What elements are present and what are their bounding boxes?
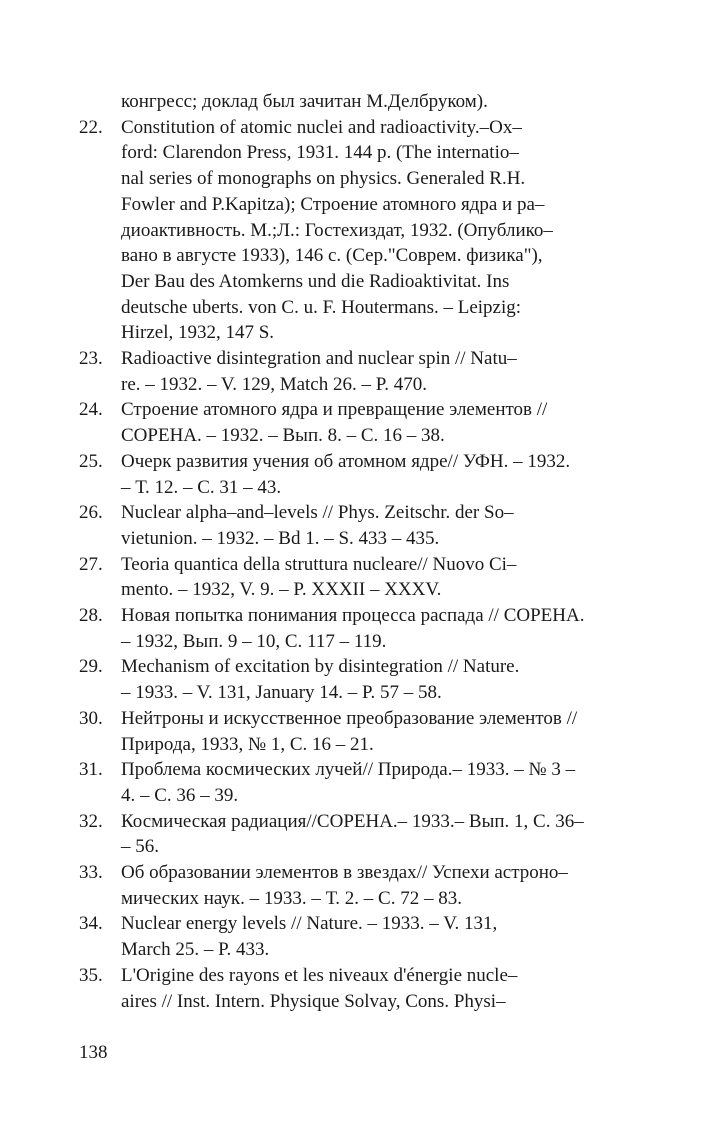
bibliography-continuation-line xyxy=(0,89,724,115)
entry-text: Teoria quantica della struttura nucleare// Nuovo Ci– xyxy=(121,554,517,575)
entry-text: mento. – 1932, V. 9. – P. XXXII – XXXV. xyxy=(121,579,442,600)
entry-text: 4. – С. 36 – 39. xyxy=(121,785,239,806)
page-number: 138 xyxy=(79,1042,108,1063)
bibliography-entry-line xyxy=(0,654,724,680)
entry-text: – 1933. – V. 131, January 14. – P. 57 – 58. xyxy=(121,682,442,703)
entry-number: 25. xyxy=(79,451,103,472)
entry-text: Космическая радиация//СОРЕНА.– 1933.– Вып. 1, С. 36– xyxy=(121,811,584,832)
entry-text: диоактивность. М.;Л.: Гостехиздат, 1932. (Опублико– xyxy=(121,220,553,241)
entry-text: nal series of monographs on physics. Generaled R.H. xyxy=(121,168,526,189)
entry-number: 31. xyxy=(79,759,103,780)
entry-text: Radioactive disintegration and nuclear spin // Natu– xyxy=(121,348,517,369)
entry-number: 34. xyxy=(79,913,103,934)
entry-text: вано в августе 1933), 146 с. (Сер."Соврем. физика"), xyxy=(121,245,543,266)
bibliography-continuation-line xyxy=(0,680,724,706)
bibliography-entry-line xyxy=(0,552,724,578)
bibliography-continuation-line xyxy=(0,834,724,860)
bibliography-continuation-line xyxy=(0,295,724,321)
bibliography-entry-line xyxy=(0,860,724,886)
entry-text: deutsche uberts. von C. u. F. Houtermans. – Leipzig: xyxy=(121,297,522,318)
bibliography-continuation-line xyxy=(0,372,724,398)
entry-number: 27. xyxy=(79,554,103,575)
entry-number: 32. xyxy=(79,811,103,832)
bibliography-continuation-line xyxy=(0,475,724,501)
entry-text: Нейтроны и искусственное преобразование элементов // xyxy=(121,708,578,729)
entry-number: 23. xyxy=(79,348,103,369)
entry-text: Проблема космических лучей// Природа.– 1933. – № 3 – xyxy=(121,759,576,780)
entry-text: aires // Inst. Intern. Physique Solvay, Cons. Physi– xyxy=(121,991,506,1012)
bibliography-entry-line xyxy=(0,706,724,732)
entry-text: Очерк развития учения об атомном ядре// УФН. – 1932. xyxy=(121,451,571,472)
entry-number: 22. xyxy=(79,117,103,138)
entry-number: 29. xyxy=(79,656,103,677)
entry-text: Новая попытка понимания процесса распада // СОРЕНА. xyxy=(121,605,585,626)
entry-text: СОРЕНА. – 1932. – Вып. 8. – С. 16 – 38. xyxy=(121,425,445,446)
entry-text: Строение атомного ядра и превращение элементов // xyxy=(121,399,548,420)
entry-number: 30. xyxy=(79,708,103,729)
bibliography-entry-line xyxy=(0,115,724,141)
bibliography-entry-line xyxy=(0,346,724,372)
bibliography-continuation-line xyxy=(0,243,724,269)
entry-text: Mechanism of excitation by disintegration // Nature. xyxy=(121,656,520,677)
entry-text: – Т. 12. – С. 31 – 43. xyxy=(121,477,282,498)
entry-text: – 56. xyxy=(121,836,159,857)
bibliography-entry-line xyxy=(0,603,724,629)
bibliography-continuation-line xyxy=(0,526,724,552)
bibliography-continuation-line xyxy=(0,886,724,912)
bibliography-entry-line xyxy=(0,500,724,526)
entry-number: 24. xyxy=(79,399,103,420)
bibliography-continuation-line xyxy=(0,937,724,963)
entry-text: – 1932, Вып. 9 – 10, С. 117 – 119. xyxy=(121,631,387,652)
bibliography-continuation-line xyxy=(0,577,724,603)
bibliography-continuation-line xyxy=(0,218,724,244)
entry-number: 35. xyxy=(79,965,103,986)
bibliography-continuation-line xyxy=(0,320,724,346)
bibliography-continuation-line xyxy=(0,783,724,809)
bibliography-entry-line xyxy=(0,809,724,835)
bibliography-continuation-line xyxy=(0,423,724,449)
bibliography-entry-line xyxy=(0,449,724,475)
bibliography-entry-line xyxy=(0,911,724,937)
entry-text: Hirzel, 1932, 147 S. xyxy=(121,322,275,343)
bibliography-continuation-line xyxy=(0,166,724,192)
entry-text: Nuclear energy levels // Nature. – 1933. – V. 131, xyxy=(121,913,498,934)
bibliography-continuation-line xyxy=(0,140,724,166)
entry-text: L'Origine des rayons et les niveaux d'énergie nucle– xyxy=(121,965,518,986)
entry-number: 28. xyxy=(79,605,103,626)
entry-text: Der Bau des Atomkerns und die Radioaktivitat. Ins xyxy=(121,271,510,292)
entry-text: мических наук. – 1933. – Т. 2. – С. 72 – 83. xyxy=(121,888,462,909)
entry-number: 33. xyxy=(79,862,103,883)
entry-text: March 25. – P. 433. xyxy=(121,939,270,960)
entry-text: конгресс; доклад был зачитан М.Делбруком). xyxy=(121,91,488,112)
entry-number: 26. xyxy=(79,502,103,523)
entry-text: re. – 1932. – V. 129, Match 26. – P. 470. xyxy=(121,374,427,395)
entry-text: Constitution of atomic nuclei and radioactivity.–Ox– xyxy=(121,117,522,138)
entry-text: vietunion. – 1932. – Bd 1. – S. 433 – 435. xyxy=(121,528,440,549)
entry-text: ford: Clarendon Press, 1931. 144 p. (The internatio– xyxy=(121,142,519,163)
entry-text: Природа, 1933, № 1, С. 16 – 21. xyxy=(121,734,374,755)
bibliography-entry-line xyxy=(0,757,724,783)
bibliography-continuation-line xyxy=(0,732,724,758)
bibliography-continuation-line xyxy=(0,269,724,295)
bibliography-continuation-line xyxy=(0,989,724,1015)
bibliography-continuation-line xyxy=(0,629,724,655)
entry-text: Об образовании элементов в звездах// Успехи астроно– xyxy=(121,862,568,883)
bibliography-continuation-line xyxy=(0,192,724,218)
entry-text: Nuclear alpha–and–levels // Phys. Zeitschr. der So– xyxy=(121,502,514,523)
bibliography-entry-line xyxy=(0,397,724,423)
bibliography-entry-line xyxy=(0,963,724,989)
entry-text: Fowler and P.Kapitza); Строение атомного ядра и ра– xyxy=(121,194,545,215)
